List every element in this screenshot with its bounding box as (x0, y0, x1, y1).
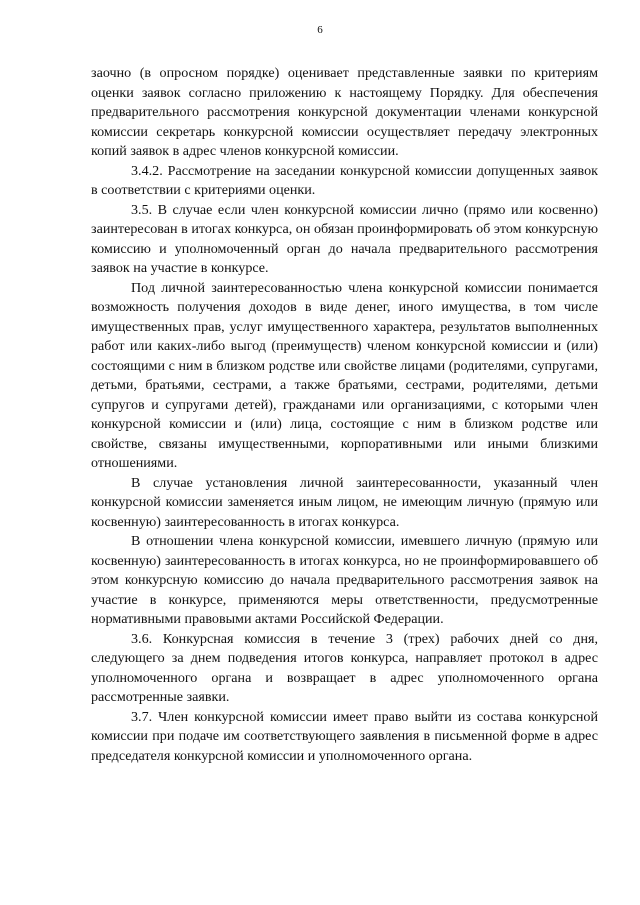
paragraph-5: В случае установления личной заинтересованности, указанный член конкурсной комиссии заменяется иным лицом, не имеющим личную (прямую или косвенную) заинтересованность в итогах конкурса. (91, 474, 598, 530)
paragraph-7: 3.6. Конкурсная комиссия в течение 3 (трех) рабочих дней со дня, следующего за днем подведения итогов конкурса, направляет протокол в адрес уполномоченного органа и возвращает в адрес уполномоченного органа рассмотренные заявки. (91, 630, 598, 705)
paragraph-6: В отношении члена конкурсной комиссии, имевшего личную (прямую или косвенную) заинтересованность в итогах конкурса, но не проинформировавшего об этом конкурсную комиссию до начала предварительного рассмотрения заявок на участие в конкурсе, применяются меры ответственности, предусмотренные нормативными правовыми актами Российской Федерации. (91, 533, 598, 627)
paragraph-1: заочно (в опросном порядке) оценивает представленные заявки по критериям оценки заявок согласно приложению к настоящему Порядку. Для обеспечения предварительного рассмотрения конкурсной документации членами конкурсной комиссии секретарь конкурсной комиссии осуществляет передачу электронных копий заявок в адрес членов конкурсной комиссии. (91, 65, 598, 159)
page-number: 6 (317, 24, 323, 36)
paragraph-8: 3.7. Член конкурсной комиссии имеет право выйти из состава конкурсной комиссии при подаче им соответствующего заявления в письменной форме в адрес председателя конкурсной комиссии и уполномоченного органа. (91, 708, 598, 764)
paragraph-2: 3.4.2. Рассмотрение на заседании конкурсной комиссии допущенных заявок в соответствии с критериями оценки. (91, 162, 598, 198)
document-body (91, 64, 598, 766)
paragraph-4: Под личной заинтересованностью члена конкурсной комиссии понимается возможность получения доходов в виде денег, иного имущества, в том числе имущественных прав, услуг имущественного характера, результатов выполненных работ или каких-либо выгод (преимуществ) членом конкурсной комиссии и (или) состоящими с ним в близком родстве или свойстве лицами (родителями, супругами, детьми, братьями, сестрами, а также братьями, сестрами, родителями, детьми супругов и супругами детей), гражданами или организациями, с которыми член конкурсной комиссии и (или) лица, состоящие с ним в близком родстве или свойстве, связаны имущественными, корпоративными или иными близкими отношениями. (91, 279, 598, 471)
paragraph-3: 3.5. В случае если член конкурсной комиссии лично (прямо или косвенно) заинтересован в итогах конкурса, он обязан проинформировать об этом конкурсную комиссию и уполномоченный орган до начала предварительного рассмотрения заявок на участие в конкурсе. (91, 201, 598, 276)
